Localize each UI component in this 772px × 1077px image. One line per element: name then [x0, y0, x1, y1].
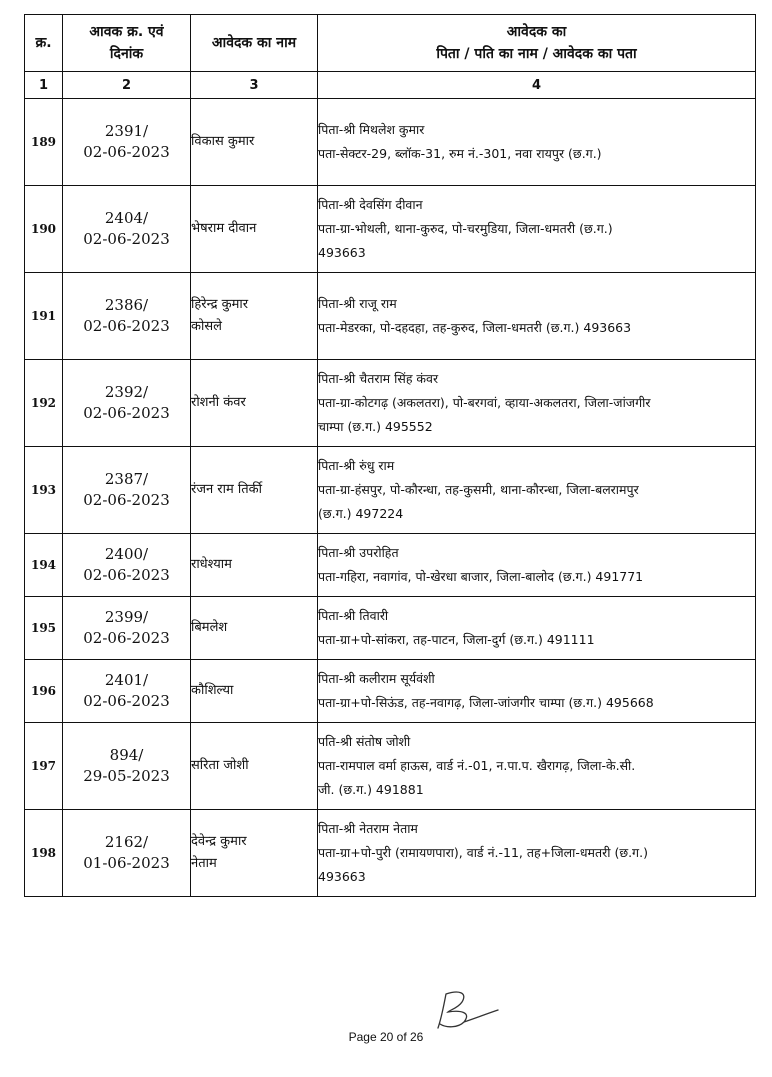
applicant-name	[191, 660, 318, 723]
applicant-details-line: पिता-श्री मिथलेश कुमार	[318, 122, 425, 137]
applicant-details-line: 493663	[318, 869, 366, 884]
header-inward-line1: आवक क्र. एवं	[89, 24, 164, 40]
applicant-details	[318, 360, 756, 447]
inward-number-date-line: 2404/	[104, 209, 149, 227]
header-inward	[63, 15, 191, 72]
applicant-name-line: रंजन राम तिर्की	[191, 482, 263, 497]
inward-number-date-line: 894/	[109, 746, 144, 764]
inward-number-date-line: 2387/	[104, 470, 149, 488]
table-row	[25, 447, 756, 534]
inward-number-date-line: 2392/	[104, 383, 149, 401]
applicant-name	[191, 447, 318, 534]
applicant-name-line: विकास कुमार	[191, 134, 255, 149]
header-details	[318, 15, 756, 72]
table-row	[25, 273, 756, 360]
table-row	[25, 186, 756, 273]
header-details-line2: पिता / पति का नाम / आवेदक का पता	[436, 46, 637, 62]
applicant-details-line: पता-ग्रा-हंसपुर, पो-कौरन्धा, तह-कुसमी, थाना-कौरन्धा, जिला-बलरामपुर	[318, 482, 639, 497]
header-inward-line2: दिनांक	[109, 46, 144, 62]
applicant-details-line: पिता-श्री तिवारी	[318, 608, 389, 623]
applicant-name-line: राधेश्याम	[191, 557, 232, 572]
inward-number-date-line: 2391/	[104, 122, 149, 140]
applicant-details-line: पता-ग्रा-भोथली, थाना-कुरुद, पो-चरमुडिया, जिला-धमतरी (छ.ग.)	[318, 221, 613, 236]
applicant-details-line: पता-ग्रा+पो-सिऊंड, तह-नवागढ़, जिला-जांजगीर चाम्पा (छ.ग.) 495668	[318, 695, 654, 710]
table-row	[25, 99, 756, 186]
applicant-name	[191, 360, 318, 447]
inward-number-date-line: 2400/	[104, 545, 149, 563]
inward-number-date	[63, 810, 191, 897]
applicant-details	[318, 723, 756, 810]
inward-number-date-line: 2401/	[104, 671, 149, 689]
table-row	[25, 723, 756, 810]
inward-number-date-line: 2386/	[104, 296, 149, 314]
applicant-details-line: पिता-श्री नेतराम नेताम	[318, 821, 418, 836]
applicant-details	[318, 447, 756, 534]
inward-number-date	[63, 447, 191, 534]
inward-number-date-line: 02-06-2023	[83, 230, 170, 248]
applicant-details	[318, 273, 756, 360]
applicant-details-line: पिता-श्री कलीराम सूर्यवंशी	[318, 671, 435, 686]
inward-number-date	[63, 186, 191, 273]
applicant-name-line: रोशनी कंवर	[191, 395, 246, 410]
table-row	[25, 360, 756, 447]
applicant-name	[191, 534, 318, 597]
column-number-2: 2	[63, 72, 191, 99]
inward-number-date-line: 29-05-2023	[83, 767, 170, 785]
applicant-details	[318, 534, 756, 597]
column-number-3: 3	[191, 72, 318, 99]
serial-number: 190	[25, 186, 63, 273]
applicant-name-line: बिमलेश	[191, 620, 228, 635]
applicant-details-line: पता-ग्रा-कोटगढ़ (अकलतरा), पो-बरगवां, व्हाया-अकलतरा, जिला-जांजगीर	[318, 395, 651, 410]
column-number-1: 1	[25, 72, 63, 99]
applicant-details	[318, 660, 756, 723]
applicant-details-line: पता-गहिरा, नवागांव, पो-खेरधा बाजार, जिला-बालोद (छ.ग.) 491771	[318, 569, 644, 584]
applicant-name-line: सरिता जोशी	[191, 758, 249, 773]
applicant-details-line: पिता-श्री देवसिंग दीवान	[318, 197, 423, 212]
applicant-name	[191, 723, 318, 810]
inward-number-date-line: 02-06-2023	[83, 566, 170, 584]
applicant-details-line: पता-ग्रा+पो-सांकरा, तह-पाटन, जिला-दुर्ग (छ.ग.) 491111	[318, 632, 595, 647]
applicant-name-line: कोसले	[191, 319, 222, 334]
applicant-details	[318, 186, 756, 273]
header-details-line1: आवेदक का	[506, 24, 567, 40]
inward-number-date	[63, 660, 191, 723]
inward-number-date-line: 02-06-2023	[83, 404, 170, 422]
applicant-details-line: पता-सेक्टर-29, ब्लॉक-31, रुम नं.-301, नवा रायपुर (छ.ग.)	[318, 146, 602, 161]
table-row	[25, 810, 756, 897]
applicant-details-line: पिता-श्री राजू राम	[318, 296, 397, 311]
applicant-details-line: पिता-श्री उपरोहित	[318, 545, 399, 560]
applicant-details-line: (छ.ग.) 497224	[318, 506, 404, 521]
inward-number-date-line: 01-06-2023	[83, 854, 170, 872]
serial-number: 189	[25, 99, 63, 186]
applicant-details	[318, 99, 756, 186]
applicant-details-line: पिता-श्री रुंधु राम	[318, 458, 395, 473]
applicant-name-line: देवेन्द्र कुमार	[191, 834, 247, 849]
applicant-details-line: जी. (छ.ग.) 491881	[318, 782, 424, 797]
inward-number-date-line: 2399/	[104, 608, 149, 626]
inward-number-date-line: 2162/	[104, 833, 149, 851]
inward-number-date-line: 02-06-2023	[83, 491, 170, 509]
column-number-4: 4	[318, 72, 756, 99]
applicant-details-line: पति-श्री संतोष जोशी	[318, 734, 411, 749]
inward-number-date	[63, 273, 191, 360]
table-row	[25, 597, 756, 660]
header-serial: क्र.	[25, 15, 63, 72]
inward-number-date-line: 02-06-2023	[83, 692, 170, 710]
inward-number-date-line: 02-06-2023	[83, 143, 170, 161]
applicant-name	[191, 810, 318, 897]
header-applicant-name: आवेदक का नाम	[191, 15, 318, 72]
signature-mark	[424, 988, 504, 1032]
applicant-register-table	[24, 14, 756, 897]
table-body	[25, 99, 756, 897]
inward-number-date	[63, 723, 191, 810]
applicant-name-line: नेताम	[191, 856, 217, 871]
serial-number: 197	[25, 723, 63, 810]
serial-number: 196	[25, 660, 63, 723]
applicant-details-line: पता-ग्रा+पो-पुरी (रामायणपारा), वार्ड नं.-11, तह+जिला-धमतरी (छ.ग.)	[318, 845, 648, 860]
applicant-name	[191, 99, 318, 186]
header-row	[25, 15, 756, 72]
applicant-name-line: भेषराम दीवान	[191, 221, 257, 236]
inward-number-date	[63, 99, 191, 186]
serial-number: 194	[25, 534, 63, 597]
applicant-details-line: पता-मेडरका, पो-दहदहा, तह-कुरुद, जिला-धमतरी (छ.ग.) 493663	[318, 320, 632, 335]
applicant-name-line: हिरेन्द्र कुमार	[191, 297, 249, 312]
applicant-name	[191, 186, 318, 273]
inward-number-date	[63, 534, 191, 597]
applicant-details-line: चाम्पा (छ.ग.) 495552	[318, 419, 433, 434]
applicant-details-line: 493663	[318, 245, 366, 260]
applicant-details	[318, 810, 756, 897]
serial-number: 193	[25, 447, 63, 534]
inward-number-date	[63, 360, 191, 447]
inward-number-date	[63, 597, 191, 660]
serial-number: 192	[25, 360, 63, 447]
table-row	[25, 534, 756, 597]
applicant-details	[318, 597, 756, 660]
table-row	[25, 660, 756, 723]
applicant-name	[191, 597, 318, 660]
column-number-row	[25, 72, 756, 99]
applicant-name-line: कौशिल्या	[191, 683, 234, 698]
serial-number: 191	[25, 273, 63, 360]
applicant-details-line: पता-रामपाल वर्मा हाऊस, वार्ड नं.-01, न.पा.प. खैरागढ़, जिला-के.सी.	[318, 758, 636, 773]
applicant-name	[191, 273, 318, 360]
serial-number: 195	[25, 597, 63, 660]
inward-number-date-line: 02-06-2023	[83, 629, 170, 647]
inward-number-date-line: 02-06-2023	[83, 317, 170, 335]
serial-number: 198	[25, 810, 63, 897]
applicant-details-line: पिता-श्री चैतराम सिंह कंवर	[318, 371, 439, 386]
page-number: Page 20 of 26	[348, 1030, 424, 1044]
